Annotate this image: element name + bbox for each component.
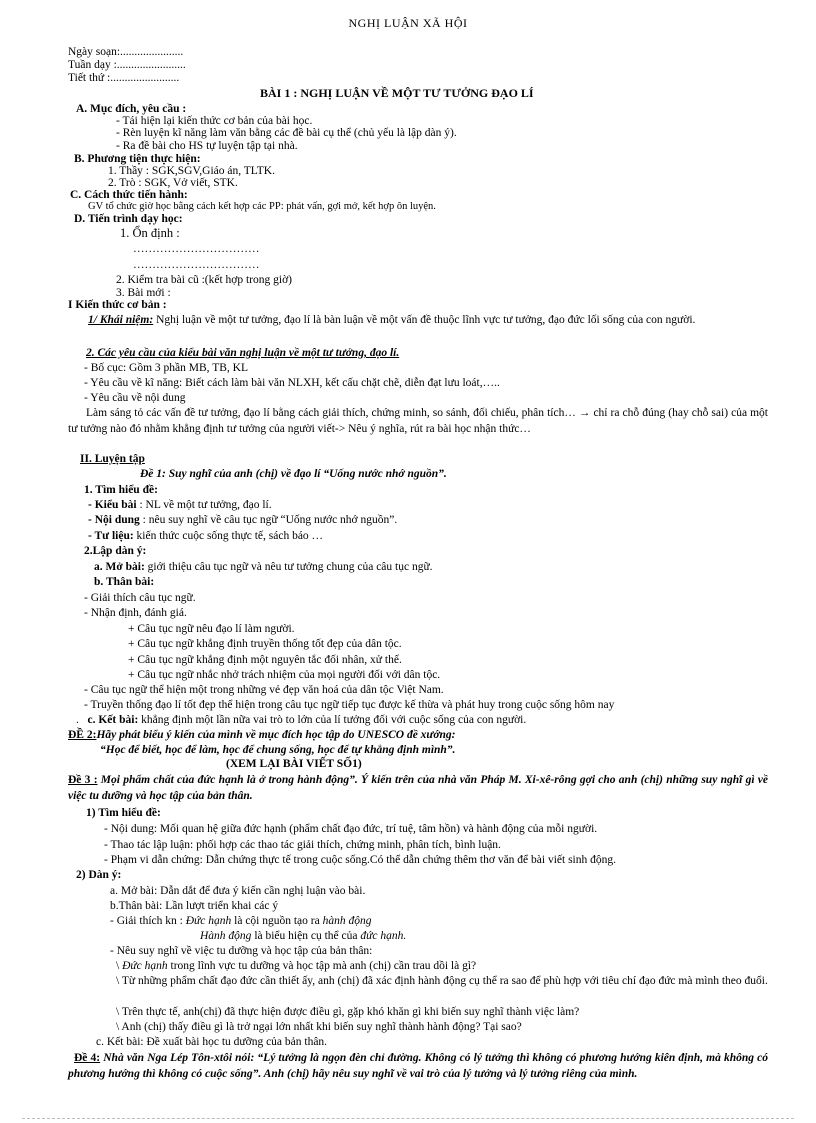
section-d-item: 3. Bài mới : [116, 287, 171, 299]
de1-tb-line: + Câu tục ngữ khẳng định truyền thống tốt đẹp của dân tộc. [128, 638, 402, 650]
de1-kieu-bai: - Kiểu bài : NL về một tư tưởng, đạo lí. [88, 499, 272, 511]
section-ii-heading: II. Luyện tập [80, 453, 145, 465]
de1-tb-line: - Câu tục ngữ thể hiện một trong những vẻ đẹp văn hoá của dân tộc Việt Nam. [84, 684, 444, 696]
de1-tb-line: + Câu tục ngữ nêu đạo lí làm người. [128, 623, 295, 635]
de3-th-line: - Thao tác lập luận: phối hợp các thao tác giải thích, chứng minh, phân tích, bình luận. [104, 839, 501, 851]
section-a-heading: A. Mục đích, yêu cầu : [76, 103, 187, 115]
de1-ket-bai: . c. Kết bài: khẳng định một lần nữa vai trò to lớn của lí tưởng đối với cuộc sống của con người. [76, 714, 527, 726]
meta-tuan-day: Tuần dạy :........................ [68, 59, 186, 71]
de1-tb-line: + Câu tục ngữ khẳng định một nguyên tắc đối nhân, xử thế. [128, 654, 402, 666]
de3-hanh-dong: Hành động là biểu hiện cụ thể của đức hạnh. [200, 930, 407, 942]
de3-mo-bai: a. Mở bài: Dẫn dắt để đưa ý kiến cần nghị luận vào bài. [110, 885, 366, 897]
de3-than-bai: b.Thân bài: Lần lượt triển khai các ý [110, 900, 279, 912]
de2-note: (XEM LẠI BÀI VIẾT SỐ1) [226, 758, 362, 770]
de1-noi-dung: - Nội dung : nêu suy nghĩ về câu tục ngữ “Uống nước nhớ nguồn”. [88, 514, 398, 526]
page-bottom-rule [22, 1118, 794, 1119]
khai-niem-paragraph [68, 312, 768, 328]
de1-tb-line: - Nhận định, đánh giá. [84, 607, 187, 619]
section-d-item: 2. Kiểm tra bài cũ :(kết hợp trong giờ) [116, 274, 292, 286]
de1-mo-bai: a. Mở bài: giới thiệu câu tục ngữ và nêu tư tưởng chung của câu tục ngữ. [94, 561, 433, 573]
yeu-cau-line: - Yêu cầu về kĩ năng: Biết cách làm bài văn NLXH, kết cấu chặt chẽ, diễn đạt lưu loát,….. [84, 377, 500, 389]
de3-th-line: - Phạm vi dẫn chứng: Dẫn chứng thực tế trong cuộc sống.Có thể dẫn chứng thêm thơ văn để bài viết sinh động. [104, 854, 616, 866]
de2-title: ĐỀ 2:Hãy phát biểu ý kiến của mình về mục đích học tập do UNESCO đề xướng: [68, 729, 456, 741]
section-c-heading: C. Cách thức tiến hành: [70, 189, 188, 201]
de3-q1: \ Đức hạnh trong lĩnh vực tu dưỡng và học tập mà anh (chị) cần trau dồi là gì? [116, 960, 477, 972]
section-d-dots: …………………………… [133, 259, 260, 271]
de1-lap-dan-y: 2.Lập dàn ý: [84, 545, 147, 557]
de1-tb-line: + Câu tục ngữ nhắc nhở trách nhiệm của mọi người đối với dân tộc. [128, 669, 441, 681]
de3-giai-thich: - Giải thích kn : Đức hạnh là cội nguồn tạo ra hành động [110, 915, 372, 927]
section-d-dots: …………………………… [133, 243, 260, 255]
de4-title: Đề 4: Nhà văn Nga Lép Tôn-xtôi nói: “Lý tưởng là ngọn đèn chỉ đường. Không có lý tưởng thì không có phương hướng kiên định, mà không có phương hướng thì không có cuộc sống”. Anh (chị) hãy nêu suy nghĩ về vai trò của lý tưởng và lý tưởng riêng của mình. [68, 1052, 768, 1080]
de3-nsn: - Nêu suy nghĩ về việc tu dưỡng và học tập của bản thân: [110, 945, 373, 957]
de2-quote: “Học để biết, học để làm, học để chung sống, học để tự khẳng định mình”. [100, 744, 456, 756]
section-i-heading: I Kiến thức cơ bản : [68, 299, 167, 311]
de3-dan-y: 2) Dàn ý: [76, 869, 122, 881]
section-b-item: 2. Trò : SGK, Vở viết, STK. [108, 177, 238, 189]
de3-title: Đề 3 : Mọi phẩm chất của đức hạnh là ở trong hành động”. Ý kiến trên của nhà văn Pháp M. Xi-xê-rông gợi cho anh (chị) những suy nghĩ gì về việc tu dưỡng và học tập của bản thân. [68, 774, 768, 802]
meta-ngay-soan: Ngày soạn:...................... [68, 46, 184, 58]
yeu-cau-line: - Bố cục: Gồm 3 phần MB, TB, KL [84, 362, 248, 374]
de3-q4: \ Anh (chị) thấy điều gì là trở ngại lớn nhất khi biến suy nghĩ thành hành động? Tại sao? [116, 1021, 522, 1033]
de3-q2: \ Từ những phẩm chất đạo đức cần thiết ấy, anh (chị) đã xác định hành động cụ thể ra sao để phù hợp với tiêu chí đạo đức mà mình theo đuổi. [116, 975, 768, 987]
section-d-heading: D. Tiến trình dạy học: [74, 213, 183, 225]
section-a-item: - Rèn luyện kĩ năng làm văn bằng các đề bài cụ thể (chủ yếu là lập dàn ý). [116, 127, 457, 139]
khai-niem-text: Nghị luận về một tư tưởng, đạo lí là bàn luận về một vấn đề thuộc lĩnh vực tư tưởng, đạo đức lối sống của con người. [153, 314, 696, 326]
noi-dung-paragraph: Làm sáng tỏ các vấn đề tư tưởng, đạo lí bằng cách giải thích, chứng minh, so sánh, đối chiếu, phân tích… → chỉ ra chỗ đúng (hay chỗ sai) của một tư tưởng nào đó nhằm khẳng định tư tưởng của người viết-> Nêu ý nghĩa, rút ra bài học nhận thức… [68, 407, 768, 435]
section-b-item: 1. Thầy : SGK,SGV,Giáo án, TLTK. [108, 165, 275, 177]
de1-than-bai: b. Thân bài: [94, 576, 155, 588]
de3-ket-bai: c. Kết bài: Đề xuất bài học tu dưỡng của bản thân. [96, 1036, 328, 1048]
yeu-cau-heading: 2. Các yêu cầu của kiểu bài văn nghị luận về một tư tưởng, đạo lí. [86, 347, 400, 359]
section-a-item: - Ra đề bài cho HS tự luyện tập tại nhà. [116, 140, 298, 152]
section-c-text: GV tổ chức giờ học bằng cách kết hợp các PP: phát vấn, gợi mở, kết hợp ôn luyện. [88, 201, 436, 212]
yeu-cau-line: - Yêu cầu về nội dung [84, 392, 186, 404]
de3-tim-hieu: 1) Tìm hiểu đề: [86, 807, 161, 819]
de1-title: Đề 1: Suy nghĩ của anh (chị) về đạo lí “Uống nước nhớ nguồn”. [140, 468, 447, 480]
section-a-item: - Tái hiện lại kiến thức cơ bản của bài học. [116, 115, 313, 127]
section-b-heading: B. Phương tiện thực hiện: [74, 153, 201, 165]
page-header: NGHỊ LUẬN XÃ HỘI [348, 16, 468, 30]
khai-niem-label: 1/ Khái niệm: [88, 314, 154, 326]
de1-tb-line: - Giải thích câu tục ngữ. [84, 592, 196, 604]
de1-tu-lieu: - Tư liệu: kiến thức cuộc sống thực tế, sách báo … [88, 530, 324, 542]
meta-tiet-thu: Tiết thứ :........................ [68, 72, 180, 84]
de3-q3: \ Trên thực tế, anh(chị) đã thực hiện được điều gì, gặp khó khăn gì khi biến suy nghĩ thành việc làm? [116, 1006, 580, 1018]
lesson-title: BÀI 1 : NGHỊ LUẬN VỀ MỘT TƯ TƯỞNG ĐẠO LÍ [260, 86, 534, 100]
de1-tim-hieu: 1. Tìm hiểu đề: [84, 484, 158, 496]
de3-th-line: - Nội dung: Mối quan hệ giữa đức hạnh (phẩm chất đạo đức, trí tuệ, tâm hồn) và hành động của mỗi người. [104, 823, 598, 835]
de1-tb-line: - Truyền thống đạo lí tốt đẹp thể hiện trong câu tục ngữ tiếp tục được kế thừa và phát huy trong cuộc sống hôm nay [84, 699, 615, 711]
section-d-item: 1. Ổn định : [120, 226, 180, 240]
